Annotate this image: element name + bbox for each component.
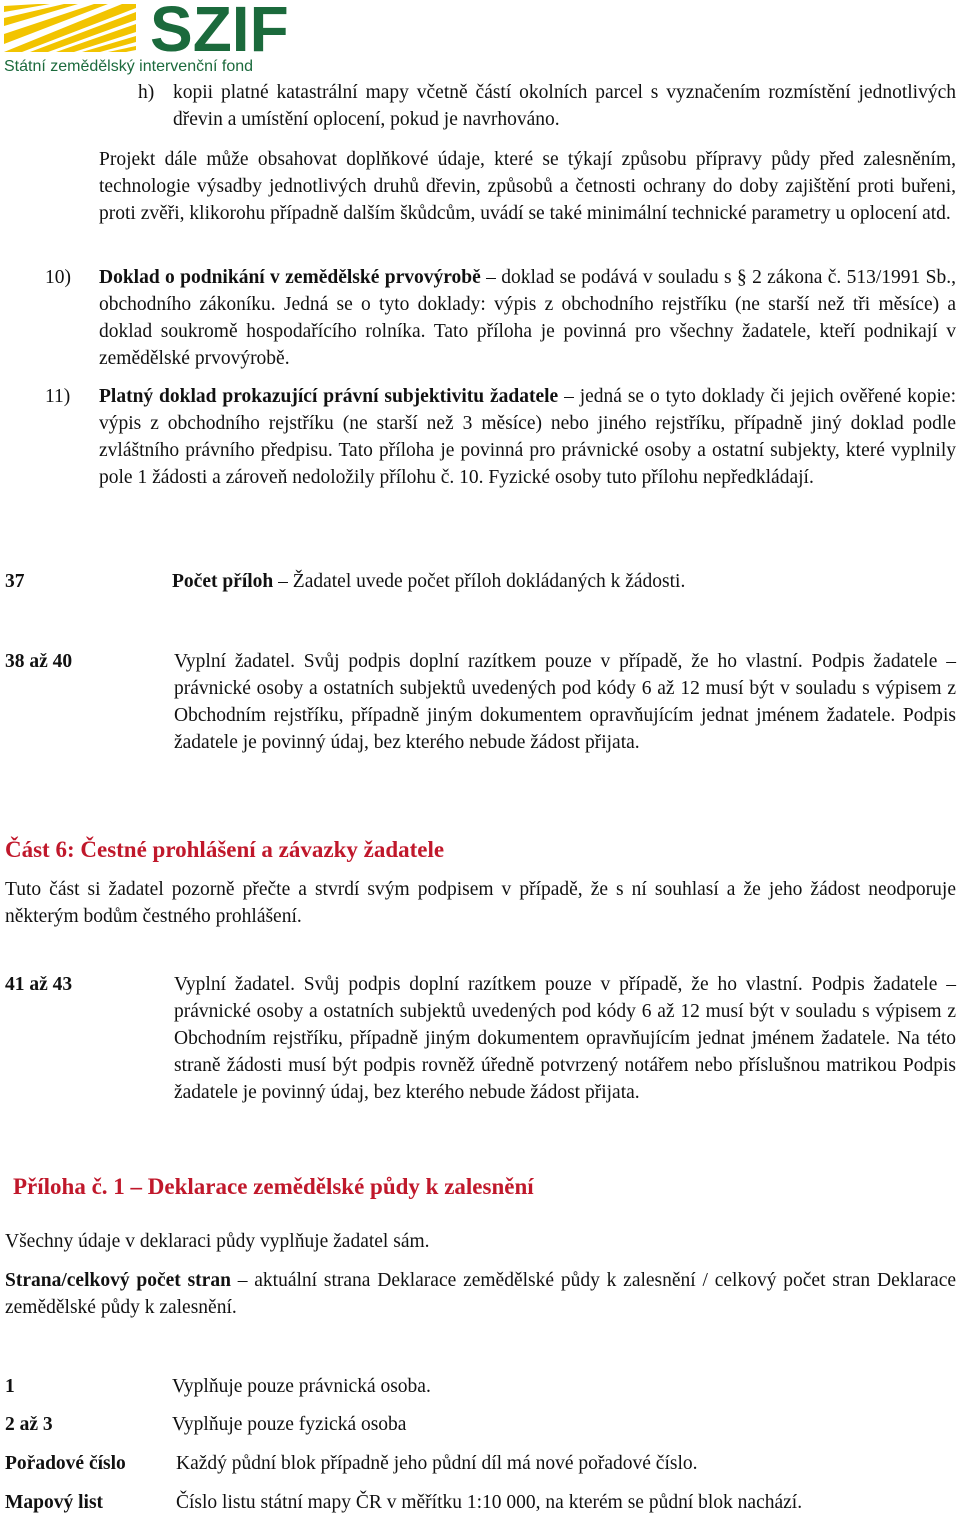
item-11-body: – jedná se o tyto doklady či jejich ověřené kopie: výpis z obchodního rejstříku (ne starší než 3 měsíce) nebo jiného rejstříku, případně jiný doklad podle zvláštního právního předpisu. Tato příloha je povinná pro právnické osoby a ostatní subjekty, které vyplnily pole 1 žádosti a zároveň nedoložily přílohu č. 10. Fyzické osoby tuto přílohu nepředkládají.: [99, 386, 957, 488]
field-37-code: 37: [5, 571, 25, 592]
szif-logo-mark: [4, 4, 136, 57]
row-code: 2 až 3: [5, 1414, 53, 1435]
field-37-title: Počet příloh: [172, 571, 274, 592]
project-paragraph: Projekt dále může obsahovat doplňkové údaje, které se týkají způsobu přípravy půdy před zalesněním, technologie výsadby jednotlivých druhů dřevin, způsobů a četnosti ochrany do doby zajištění proti buřeni, proti zvěři, klikorohu případně dalším škůdcům, uvádí se také minimální technické parametry u oplocení atd.: [99, 149, 956, 224]
item-10-text: [99, 264, 956, 372]
row-code: Mapový list: [5, 1492, 104, 1513]
row-text: Vyplňuje pouze fyzická osoba: [172, 1414, 407, 1435]
row-text: Číslo listu státní mapy ČR v měřítku 1:10 000, na kterém se půdní blok nachází.: [176, 1492, 803, 1513]
annex-1-intro: Všechny údaje v deklaraci půdy vyplňuje žadatel sám.: [5, 1231, 430, 1252]
item-11-title: Platný doklad prokazující právní subjektivitu žadatele: [99, 386, 559, 407]
item-10-title: Doklad o podnikání v zemědělské prvovýrobě: [99, 267, 481, 288]
field-41-text: Vyplní žadatel. Svůj podpis doplní razítkem pouze v případě, že ho vlastní. Podpis žadatele – právnické osoby a ostatních subjektů uvedených pod kódy 6 až 12 musí být v souladu s výpisem z Obchodním rejstříku, případně jiným dokumentem opravňujícím jednat jménem žadatele. Na této straně žádosti musí být podpis rovněž úředně potvrzený notářem nebo příslušnou matrikou Podpis žadatele je povinný údaj, bez kterého nebude žádost přijata.: [174, 974, 956, 1103]
row-text: Vyplňuje pouze právnická osoba.: [172, 1376, 431, 1397]
szif-logo-name: SZIF: [150, 0, 289, 65]
field-37-text: [172, 568, 685, 595]
part-6-text: Tuto část si žadatel pozorně přečte a stvrdí svým podpisem v případě, že s ní souhlasí a že jeho žádost neodporuje některým bodům čestného prohlášení.: [5, 879, 956, 927]
field-38-text: Vyplní žadatel. Svůj podpis doplní razítkem pouze v případě, že ho vlastní. Podpis žadatele – právnické osoby a ostatních subjektů uvedených pod kódy 6 až 12 musí být v souladu s výpisem z Obchodním rejstříku, případně jiným dokumentem opravňujícím jednat jménem žadatele. Podpis žadatele je povinný údaj, bez kterého nebude žádost přijata.: [174, 651, 956, 753]
szif-logo-subtitle: Státní zemědělský intervenční fond: [4, 58, 254, 75]
item-h-text: kopii platné katastrální mapy včetně částí okolních parcel s vyznačením rozmístění jednotlivých dřevin a umístění oplocení, pokud je navrhováno.: [173, 82, 956, 130]
item-11-text: [99, 383, 956, 491]
row-text: Každý půdní blok případně jeho půdní díl má nové pořadové číslo.: [176, 1453, 698, 1474]
annex-1-heading: Příloha č. 1 – Deklarace zemědělské půdy k zalesnění: [13, 1174, 534, 1199]
item-10-label: 10): [45, 267, 71, 288]
row-code: Pořadové číslo: [5, 1453, 126, 1474]
item-11-label: 11): [45, 386, 71, 407]
row-code: 1: [5, 1376, 15, 1397]
item-h-label: h): [138, 82, 155, 103]
field-37-body: – Žadatel uvede počet příloh dokládaných k žádosti.: [273, 571, 686, 592]
field-41-code: 41 až 43: [5, 974, 73, 995]
item-10-body: – doklad se podává v souladu s § 2 zákona č. 513/1991 Sb., obchodního zákoníku. Jedná se o tyto doklady: výpis z obchodního rejstříku (ne starší než tři měsíce) a doklad soukromě hospodařícího rolníka. Tato příloha je povinná pro všechny žadatele, kteří podnikají v zemědělské prvovýrobě.: [99, 267, 956, 369]
part-6-heading: Část 6: Čestné prohlášení a závazky žadatele: [5, 837, 445, 862]
annex-1-pages-title: Strana/celkový počet stran: [5, 1270, 231, 1291]
annex-1-pages: [5, 1267, 956, 1321]
field-38-code: 38 až 40: [5, 651, 73, 672]
annex-1-pages-body: – aktuální strana Deklarace zemědělské půdy k zalesnění / celkový počet stran Deklarace zemědělské půdy k zalesnění.: [5, 1270, 957, 1318]
